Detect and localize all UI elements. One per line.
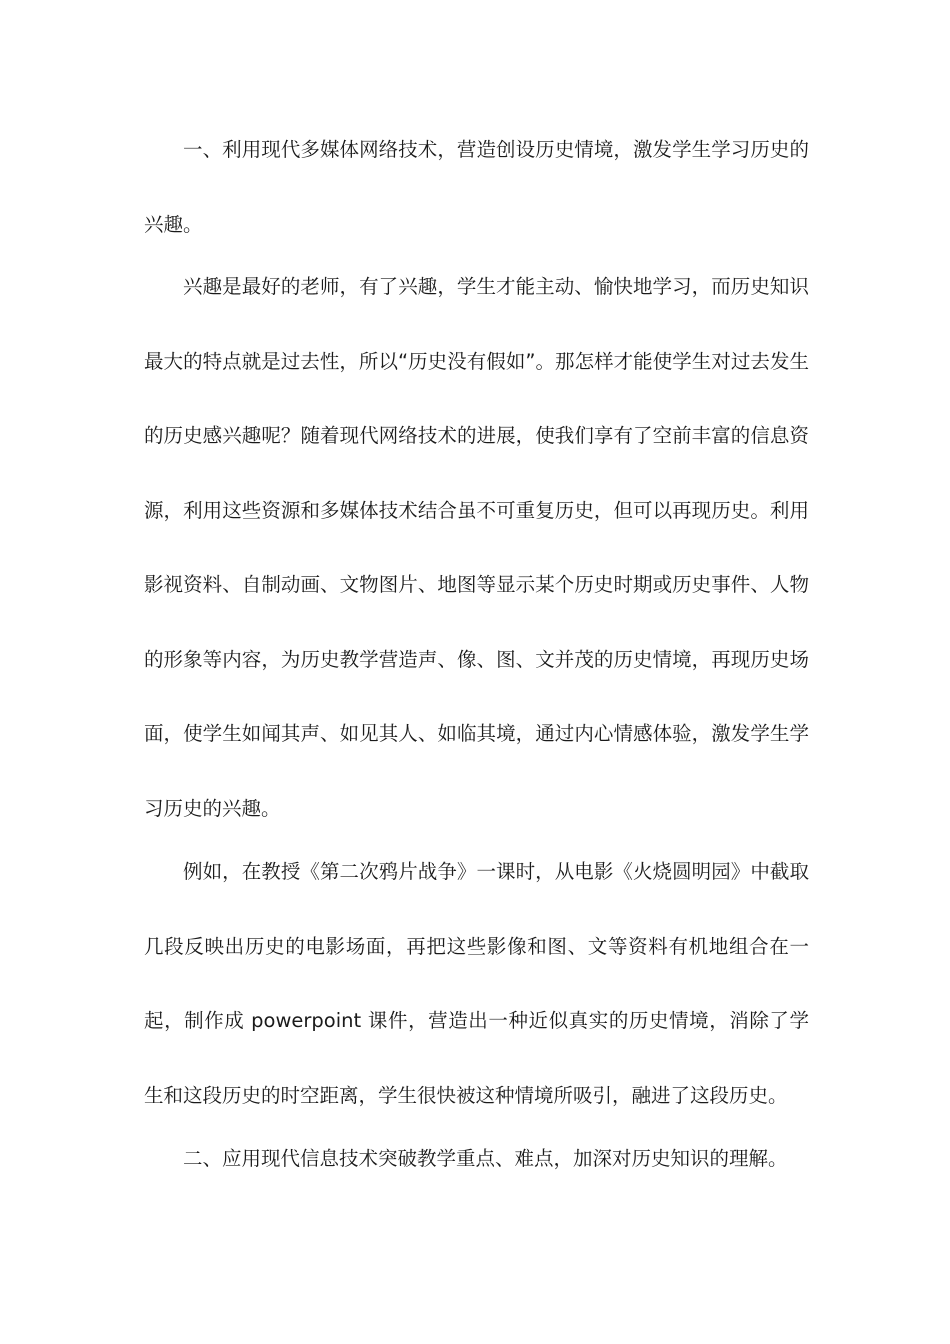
body-paragraph-example: 例如，在教授《第二次鸦片战争》一课时，从电影《火烧圆明园》中截取几段反映出历史的电影场面，再把这些影像和图、文等资料有机地组合在一起，制作成 powerpoint 课件，营造出一种近似真实的历史情境，消除了学生和这段历史的时空距离，学生很快被这种情境所吸引，融进了这段历史。	[144, 860, 809, 1107]
section-heading-one: 一、利用现代多媒体网络技术，营造创设历史情境，激发学生学习历史的兴趣。	[144, 138, 809, 236]
section-heading-two: 二、应用现代信息技术突破教学重点、难点，加深对历史知识的理解。	[183, 1147, 788, 1170]
body-paragraph-interest: 兴趣是最好的老师，有了兴趣，学生才能主动、愉快地学习，而历史知识最大的特点就是过去性，所以“历史没有假如”。那怎样才能使学生对过去发生的历史感兴趣呢？随着现代网络技术的进展，使我们享有了空前丰富的信息资源，利用这些资源和多媒体技术结合虽不可重复历史，但可以再现历史。利用影视资料、自制动画、文物图片、地图等显示某个历史时期或历史事件、人物的形象等内容，为历史教学营造声、像、图、文并茂的历史情境，再现历史场面，使学生如闻其声、如见其人、如临其境，通过内心情感体验，激发学生学习历史的兴趣。	[144, 275, 809, 820]
